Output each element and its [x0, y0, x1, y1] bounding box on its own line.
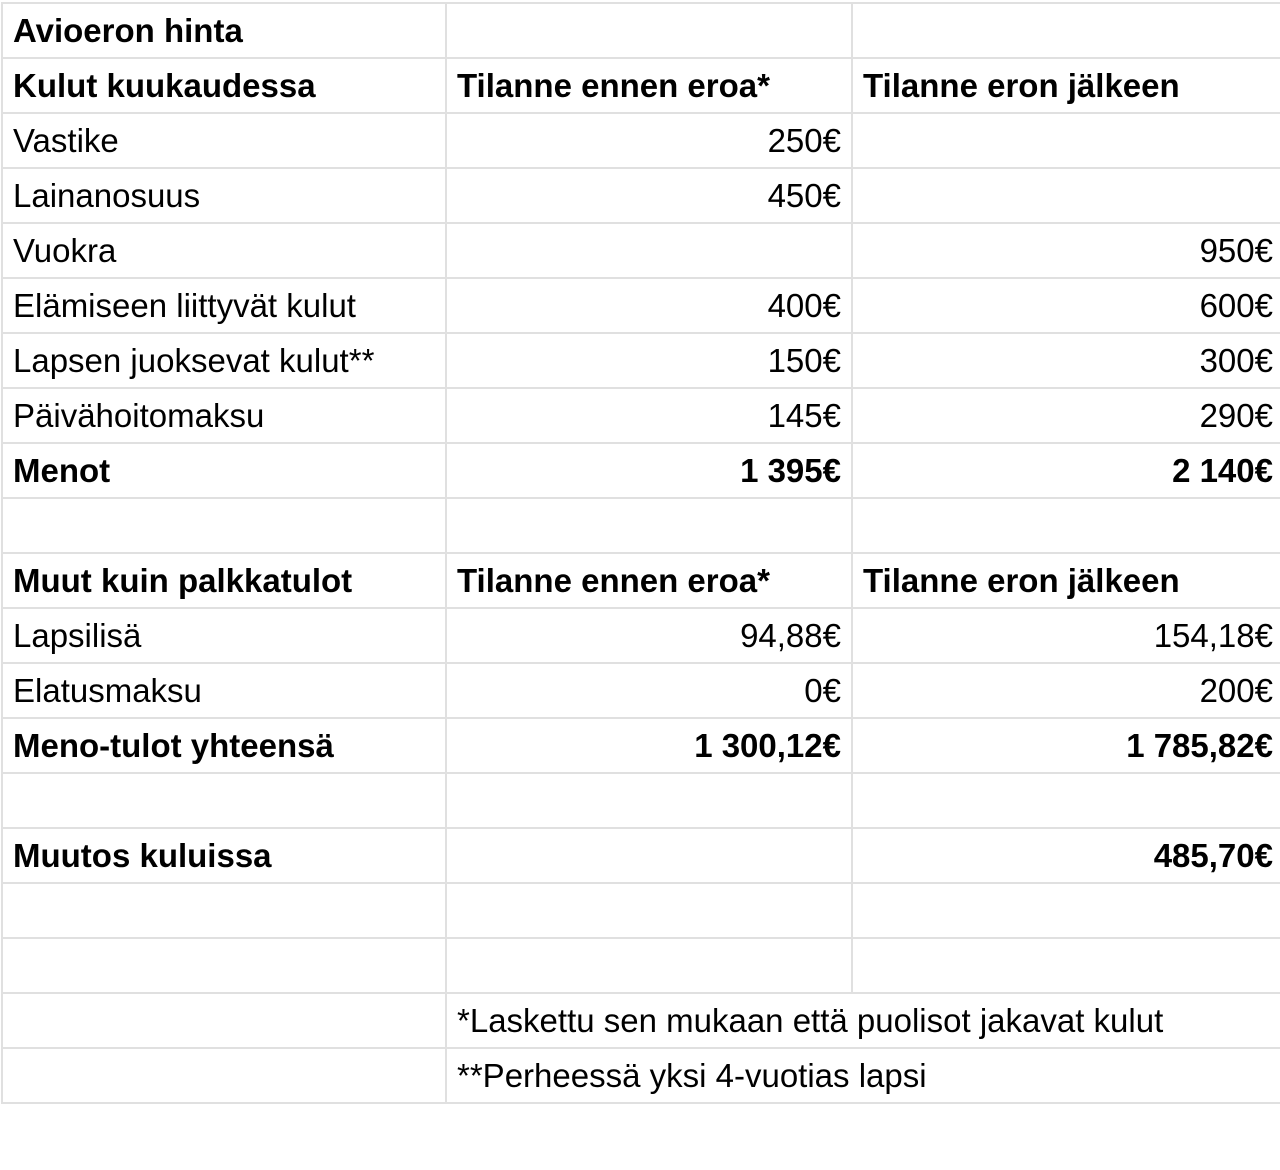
row-after-value[interactable]: 300€: [852, 333, 1280, 388]
total-before-value[interactable]: 1 300,12€: [446, 718, 852, 773]
table-row: [2, 608, 1280, 663]
row-label[interactable]: Vuokra: [2, 223, 446, 278]
empty-cell[interactable]: [852, 3, 1280, 58]
row-before-value[interactable]: 450€: [446, 168, 852, 223]
empty-cell[interactable]: [852, 938, 1280, 993]
empty-row: [2, 938, 1280, 993]
row-before-value[interactable]: 150€: [446, 333, 852, 388]
empty-row: [2, 498, 1280, 553]
cost-table: [1, 2, 1280, 1104]
table-row: [2, 223, 1280, 278]
total-before-value[interactable]: 1 395€: [446, 443, 852, 498]
change-row: [2, 828, 1280, 883]
row-before-value[interactable]: 145€: [446, 388, 852, 443]
empty-cell[interactable]: [2, 883, 446, 938]
row-label[interactable]: Lainanosuus: [2, 168, 446, 223]
table-row: [2, 113, 1280, 168]
empty-cell[interactable]: [446, 498, 852, 553]
total-label[interactable]: Meno-tulot yhteensä: [2, 718, 446, 773]
empty-cell[interactable]: [852, 498, 1280, 553]
total-after-value[interactable]: 1 785,82€: [852, 718, 1280, 773]
income-header-before[interactable]: Tilanne ennen eroa*: [446, 553, 852, 608]
row-before-value[interactable]: 400€: [446, 278, 852, 333]
row-after-value[interactable]: [852, 113, 1280, 168]
footnote-2[interactable]: **Perheessä yksi 4-vuotias lapsi: [446, 1048, 1280, 1103]
row-after-value[interactable]: 200€: [852, 663, 1280, 718]
title-row: [2, 3, 1280, 58]
table-row: [2, 388, 1280, 443]
empty-row: [2, 883, 1280, 938]
empty-cell[interactable]: [852, 883, 1280, 938]
income-total-row: [2, 718, 1280, 773]
empty-cell[interactable]: [446, 883, 852, 938]
row-after-value[interactable]: 600€: [852, 278, 1280, 333]
income-header-label[interactable]: Muut kuin palkkatulot: [2, 553, 446, 608]
expenses-header-after[interactable]: Tilanne eron jälkeen: [852, 58, 1280, 113]
total-after-value[interactable]: 2 140€: [852, 443, 1280, 498]
row-label[interactable]: Lapsen juoksevat kulut**: [2, 333, 446, 388]
row-before-value[interactable]: 250€: [446, 113, 852, 168]
row-after-value[interactable]: 290€: [852, 388, 1280, 443]
table-row: [2, 278, 1280, 333]
row-before-value[interactable]: [446, 223, 852, 278]
empty-row: [2, 773, 1280, 828]
row-label[interactable]: Vastike: [2, 113, 446, 168]
expenses-total-row: [2, 443, 1280, 498]
empty-cell[interactable]: [2, 938, 446, 993]
income-header-after[interactable]: Tilanne eron jälkeen: [852, 553, 1280, 608]
expenses-header-label[interactable]: Kulut kuukaudessa: [2, 58, 446, 113]
table-row: [2, 333, 1280, 388]
row-after-value[interactable]: 950€: [852, 223, 1280, 278]
page-title[interactable]: Avioeron hinta: [2, 3, 446, 58]
empty-cell[interactable]: [2, 773, 446, 828]
empty-cell[interactable]: [446, 3, 852, 58]
row-label[interactable]: Elämiseen liittyvät kulut: [2, 278, 446, 333]
footnote-1[interactable]: *Laskettu sen mukaan että puolisot jakavat kulut: [446, 993, 1280, 1048]
empty-cell[interactable]: [446, 773, 852, 828]
income-header-row: [2, 553, 1280, 608]
empty-cell[interactable]: [852, 773, 1280, 828]
empty-cell[interactable]: [2, 1048, 446, 1103]
change-value[interactable]: 485,70€: [852, 828, 1280, 883]
empty-cell[interactable]: [446, 828, 852, 883]
row-label[interactable]: Päivähoitomaksu: [2, 388, 446, 443]
empty-cell[interactable]: [2, 993, 446, 1048]
expenses-header-row: [2, 58, 1280, 113]
total-label[interactable]: Menot: [2, 443, 446, 498]
row-after-value[interactable]: 154,18€: [852, 608, 1280, 663]
footnote-row: [2, 1048, 1280, 1103]
empty-cell[interactable]: [2, 498, 446, 553]
table-row: [2, 663, 1280, 718]
empty-cell[interactable]: [446, 938, 852, 993]
row-before-value[interactable]: 94,88€: [446, 608, 852, 663]
footnote-row: [2, 993, 1280, 1048]
row-before-value[interactable]: 0€: [446, 663, 852, 718]
table-row: [2, 168, 1280, 223]
change-label[interactable]: Muutos kuluissa: [2, 828, 446, 883]
row-label[interactable]: Elatusmaksu: [2, 663, 446, 718]
row-after-value[interactable]: [852, 168, 1280, 223]
expenses-header-before[interactable]: Tilanne ennen eroa*: [446, 58, 852, 113]
row-label[interactable]: Lapsilisä: [2, 608, 446, 663]
